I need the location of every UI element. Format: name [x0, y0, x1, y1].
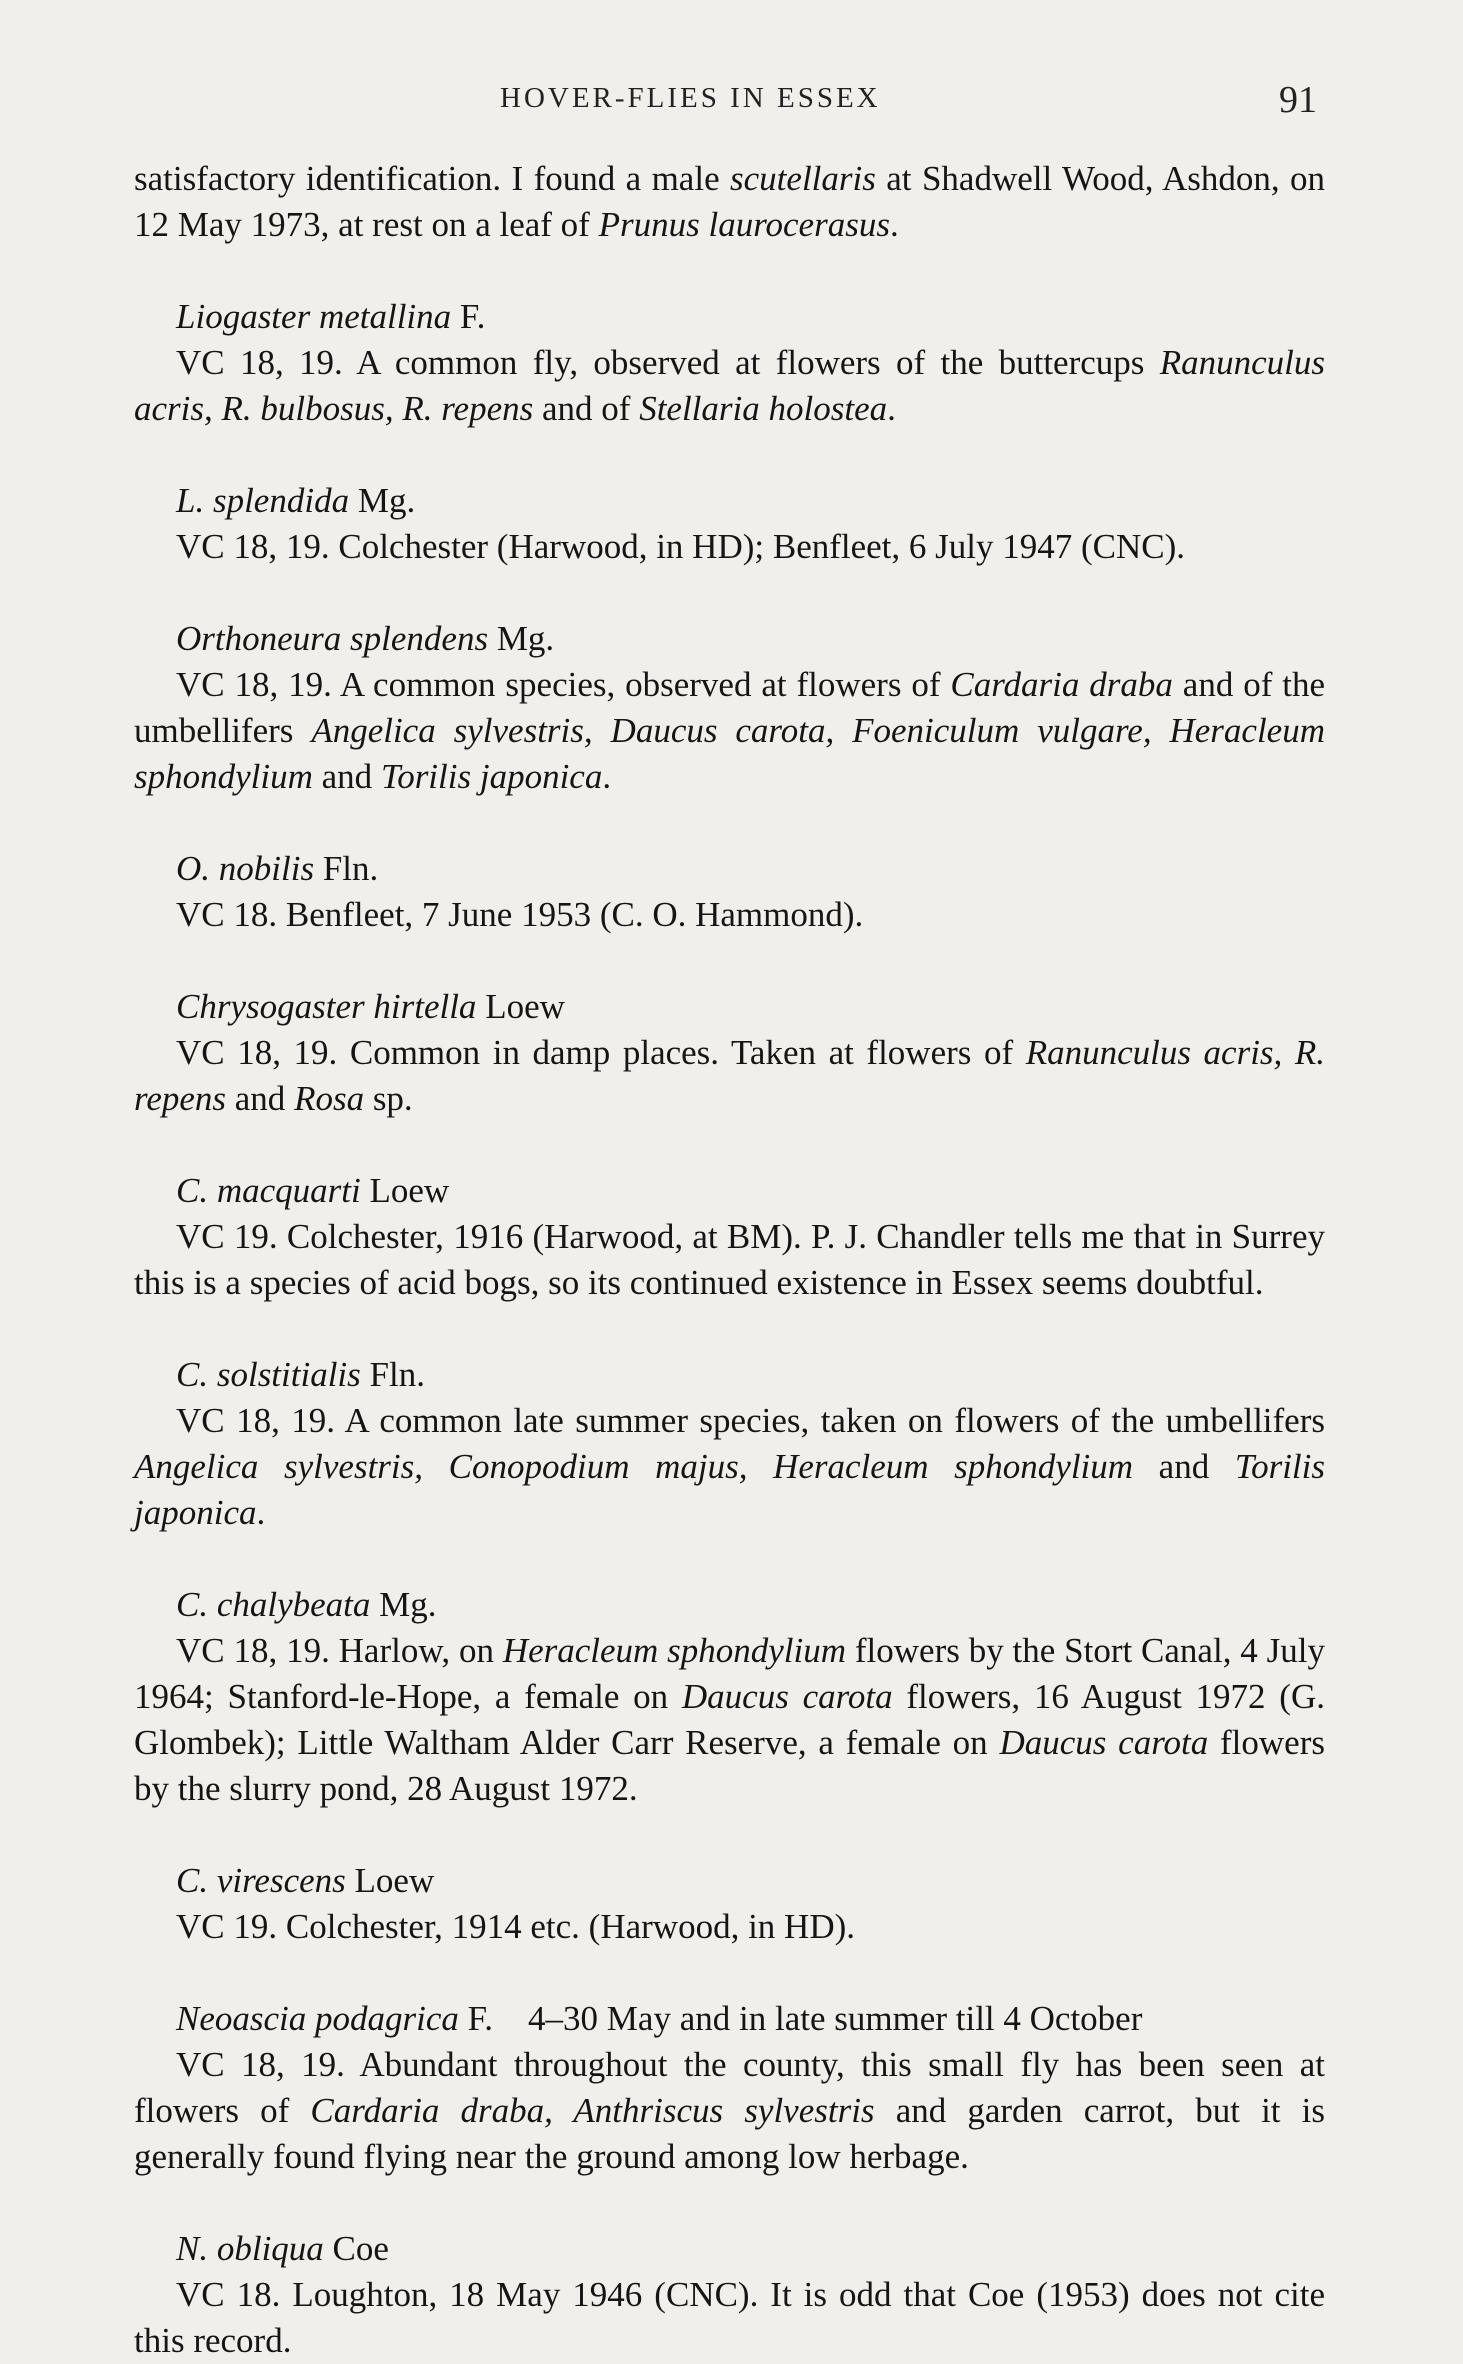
species-entry-c-solstitialis	[134, 1352, 1325, 1536]
taxon-heading: C. virescens Loew	[176, 1861, 435, 1900]
page-header	[0, 76, 1463, 124]
species-entry-o-nobilis	[134, 846, 1325, 938]
record-text: VC 18, 19. Common in damp places. Taken at flowers of Ranunculus acris, R. repens and Rosa sp.	[134, 1033, 1325, 1118]
taxon-heading: C. chalybeata Mg.	[176, 1585, 437, 1624]
taxon-heading: C. solstitialis Fln.	[176, 1355, 425, 1394]
record-text: VC 19. Colchester, 1916 (Harwood, at BM). P. J. Chandler tells me that in Surrey this is a species of acid bogs, so its continued existence in Essex seems doubtful.	[134, 1217, 1325, 1302]
record-text: VC 19. Colchester, 1914 etc. (Harwood, in HD).	[176, 1907, 856, 1946]
species-entry-liogaster-metallina	[134, 294, 1325, 432]
taxon-heading: L. splendida Mg.	[176, 481, 416, 520]
species-entry-chrysogaster-hirtella	[134, 984, 1325, 1122]
taxon-heading: Orthoneura splendens Mg.	[176, 619, 555, 658]
record-text: VC 18, 19. Harlow, on Heracleum sphondylium flowers by the Stort Canal, 4 July 1964; Stanford-le-Hope, a female on Daucus carota flowers, 16 August 1972 (G. Glombek); Little Waltham Alder Carr Reserve, a female on Daucus carota flowers by the slurry pond, 28 August 1972.	[134, 1631, 1325, 1808]
species-entry-orthoneura-splendens	[134, 616, 1325, 800]
body-text	[134, 156, 1325, 2364]
species-entry-c-virescens	[134, 1858, 1325, 1950]
taxon-heading: O. nobilis Fln.	[176, 849, 379, 888]
taxon-heading: C. macquarti Loew	[176, 1171, 450, 1210]
species-entry-c-chalybeata	[134, 1582, 1325, 1812]
record-text: VC 18. Loughton, 18 May 1946 (CNC). It is odd that Coe (1953) does not cite this record.	[134, 2275, 1325, 2360]
record-text: VC 18, 19. Colchester (Harwood, in HD); Benfleet, 6 July 1947 (CNC).	[176, 527, 1186, 566]
taxon-heading: Neoascia podagrica F. 4–30 May and in late summer till 4 October	[176, 1999, 1143, 2038]
record-text: VC 18, 19. A common species, observed at flowers of Cardaria draba and of the umbellifers Angelica sylvestris, Daucus carota, Foeniculum vulgare, Heracleum sphondylium and Torilis japonica.	[134, 665, 1326, 796]
taxon-heading: N. obliqua Coe	[176, 2229, 389, 2268]
record-text: VC 18, 19. A common fly, observed at flowers of the buttercups Ranunculus acris, R. bulbosus, R. repens and of Stellaria holostea.	[134, 343, 1325, 428]
record-text: VC 18. Benfleet, 7 June 1953 (C. O. Hammond).	[176, 895, 864, 934]
taxon-heading: Liogaster metallina F.	[176, 297, 486, 336]
taxon-heading: Chrysogaster hirtella Loew	[176, 987, 565, 1026]
record-text: VC 18, 19. A common late summer species, taken on flowers of the umbellifers Angelica sylvestris, Conopodium majus, Heracleum sphondylium and Torilis japonica.	[134, 1401, 1325, 1532]
running-head: HOVER-FLIES IN ESSEX	[500, 82, 881, 114]
record-text: VC 18, 19. Abundant throughout the county, this small fly has been seen at flowers of Cardaria draba, Anthriscus sylvestris and garden carrot, but it is generally found flying near the ground among low herbage.	[134, 2045, 1326, 2176]
intro-paragraph: satisfactory identification. I found a male scutellaris at Shadwell Wood, Ashdon, on 12 May 1973, at rest on a leaf of Prunus laurocerasus.	[134, 159, 1326, 244]
species-entry-n-obliqua	[134, 2226, 1325, 2364]
species-entry-l-splendida	[134, 478, 1325, 570]
page-number: 91	[1279, 79, 1317, 121]
species-entry-c-macquarti	[134, 1168, 1325, 1306]
species-entry-neoascia-podagrica	[134, 1996, 1325, 2180]
